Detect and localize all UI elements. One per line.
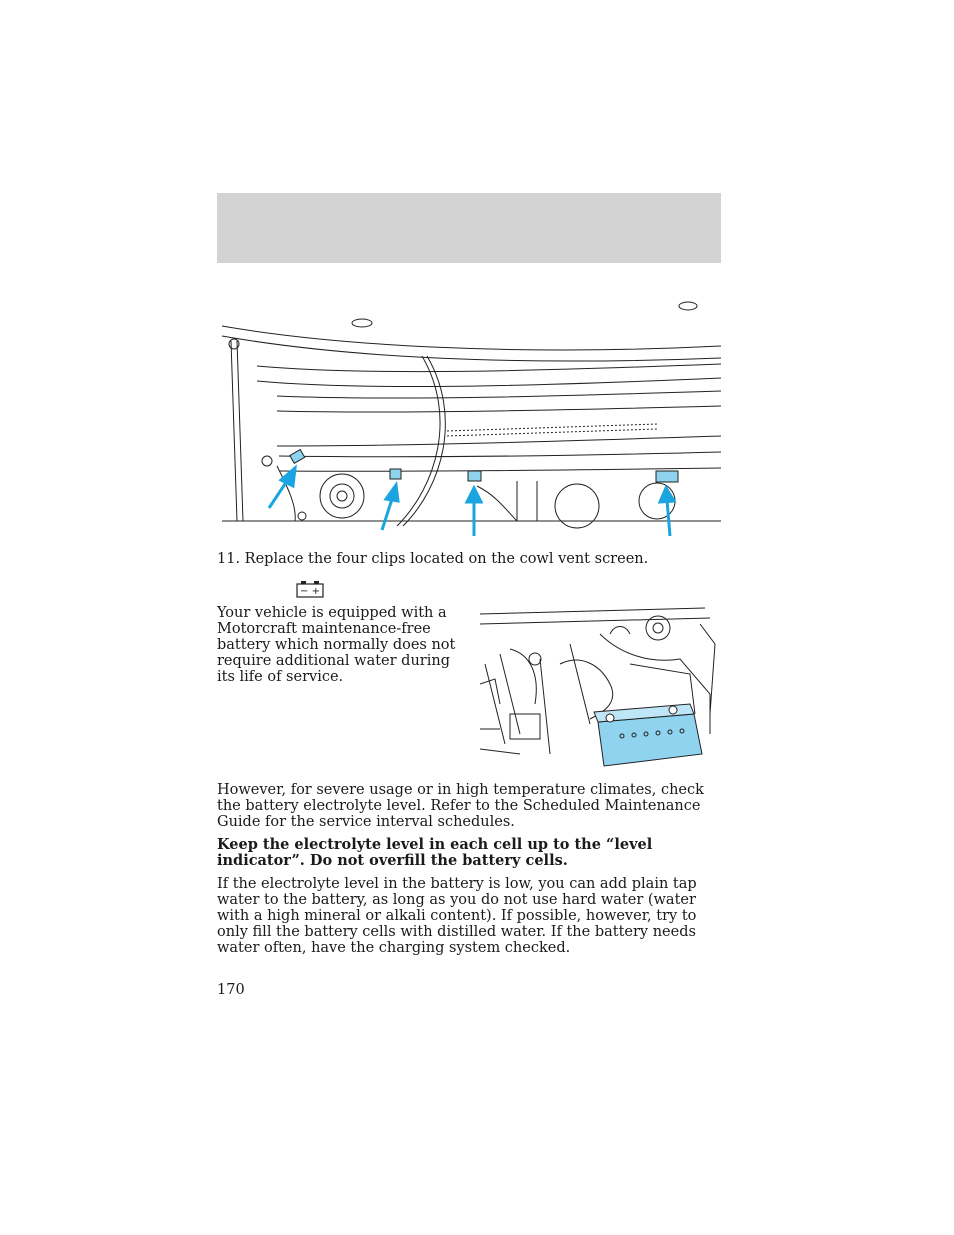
page-number: 170 (217, 982, 245, 998)
severe-usage-paragraph: However, for severe usage or in high temperature climates, check the battery electrolyte level. Refer to the Scheduled Maintenance Guide for the service interval schedules. (217, 782, 704, 830)
low-electrolyte-paragraph: If the electrolyte level in the battery is low, you can add plain tap water to the battery, as long as you do not use hard water (water with a high mineral or alkali content). If possible, however, try to only fill the battery cells with distilled water. If the battery needs water often, have the charging system checked. (217, 876, 697, 956)
battery-intro-paragraph: Your vehicle is equipped with a Motorcraft maintenance-free battery which normally does not require additional water during its life of service. (217, 605, 456, 685)
battery-icon (296, 580, 324, 598)
battery-location-illustration (480, 604, 720, 768)
step-11-text: 11. Replace the four clips located on the cowl vent screen. (217, 551, 649, 567)
section-header-band (217, 193, 721, 263)
electrolyte-warning: Keep the electrolyte level in each cell up to the “level indicator”. Do not overfill the battery cells. (217, 836, 653, 869)
cowl-vent-clips-illustration (217, 296, 721, 536)
svg-text:− +: − + (300, 586, 320, 597)
